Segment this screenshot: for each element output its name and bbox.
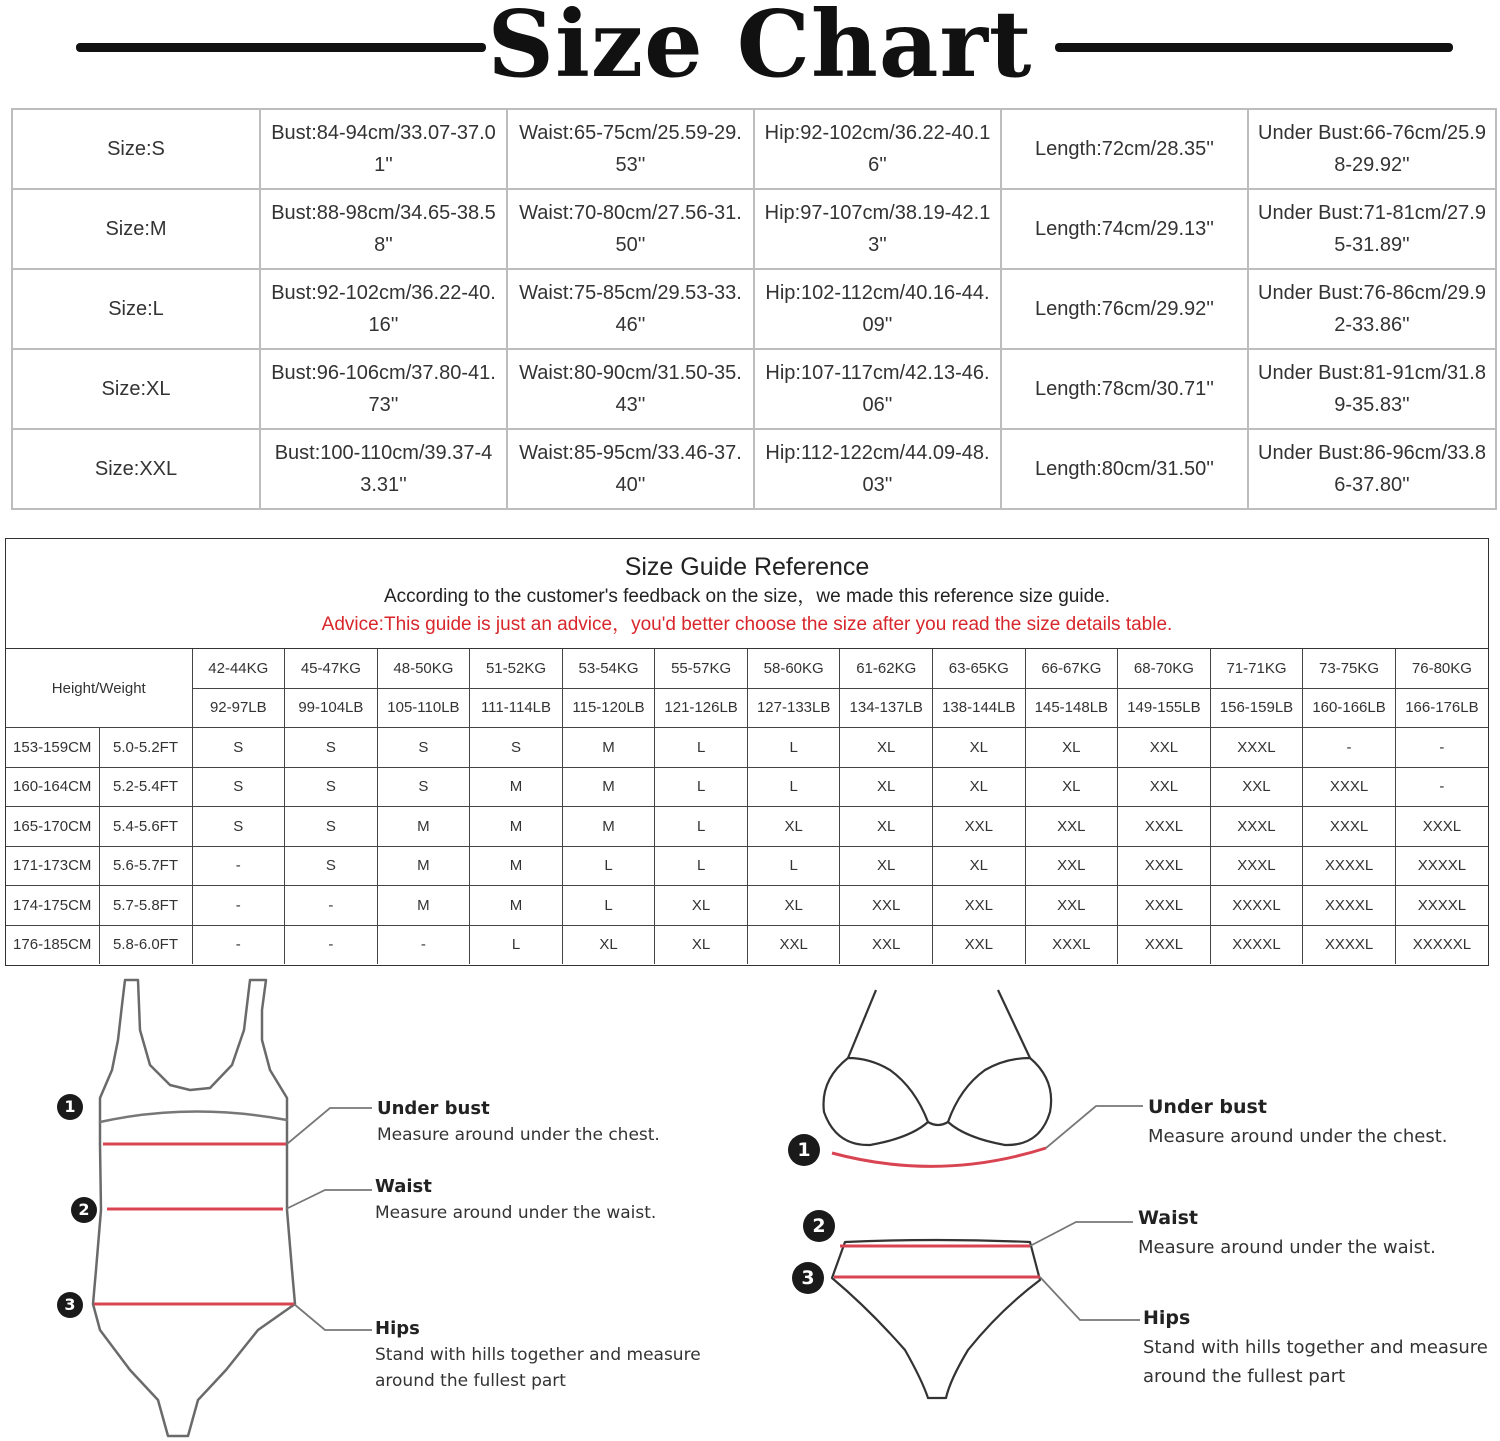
height-weight-label: Height/Weight [6,649,192,728]
size-recommendation-cell: XL [840,846,933,886]
size-recommendation-cell: XXL [933,925,1026,964]
title-rule-right [1055,43,1453,52]
length-cell: Length:80cm/31.50'' [1001,429,1248,509]
size-recommendation-cell: XXXXL [1303,886,1396,926]
hip-cell: Hip:112-122cm/44.09-48.03'' [754,429,1001,509]
note-underbust-swimsuit [377,1096,660,1148]
bust-cell: Bust:88-98cm/34.65-38.58'' [260,189,507,269]
size-recommendation-cell: XXL [933,807,1026,847]
size-recommendation-cell: S [285,767,378,807]
size-recommendation-cell: - [285,925,378,964]
size-recommendation-cell: XL [747,807,840,847]
size-recommendation-cell: XXXXXL [1395,925,1488,964]
marker-2-swimsuit: 2 [71,1197,97,1223]
height-ft-cell: 5.0-5.2FT [99,728,192,768]
weight-lb-header: 127-133LB [747,688,840,728]
size-recommendation-cell: S [377,728,470,768]
size-chart-row [12,189,1496,269]
size-recommendation-cell: XXL [1210,767,1303,807]
weight-lb-header: 166-176LB [1395,688,1488,728]
size-recommendation-cell: XXXXL [1395,846,1488,886]
guide-row [6,728,1488,768]
height-cm-cell: 160-164CM [6,767,99,807]
note-desc: Stand with hills together and measure [1143,1337,1488,1358]
under-bust-cell: Under Bust:71-81cm/27.95-31.89'' [1248,189,1496,269]
weight-kg-header: 68-70KG [1118,649,1211,688]
size-recommendation-cell: XXXL [1210,728,1303,768]
length-cell: Length:78cm/30.71'' [1001,349,1248,429]
note-title: Hips [1143,1307,1191,1329]
weight-kg-header: 58-60KG [747,649,840,688]
size-recommendation-cell: XL [840,807,933,847]
size-recommendation-cell: S [377,767,470,807]
size-recommendation-cell: XXXXL [1395,886,1488,926]
weight-kg-header: 45-47KG [285,649,378,688]
note-underbust-bikini [1148,1092,1447,1151]
note-desc: Stand with hills together and measure [375,1345,701,1365]
size-recommendation-cell: L [747,767,840,807]
size-recommendation-cell: XXL [1118,728,1211,768]
size-recommendation-cell: XXXXL [1303,846,1396,886]
size-recommendation-cell: S [192,807,285,847]
weight-kg-header: 51-52KG [470,649,563,688]
size-recommendation-cell: XXXL [1210,846,1303,886]
height-ft-cell: 5.6-5.7FT [99,846,192,886]
size-recommendation-cell: XXXL [1118,807,1211,847]
size-recommendation-cell: M [562,807,655,847]
size-recommendation-cell: M [470,807,563,847]
length-cell: Length:74cm/29.13'' [1001,189,1248,269]
size-guide-header [6,539,1488,649]
weight-lb-header: 111-114LB [470,688,563,728]
size-recommendation-cell: M [470,846,563,886]
note-waist-swimsuit [375,1174,656,1226]
bikini-underbust-line [832,1148,1046,1166]
under-bust-cell: Under Bust:76-86cm/29.92-33.86'' [1248,269,1496,349]
size-chart-table [11,108,1497,510]
size-recommendation-cell: M [377,886,470,926]
size-recommendation-cell: XL [933,846,1026,886]
size-recommendation-cell: XXL [1025,807,1118,847]
marker-1-swimsuit: 1 [57,1094,83,1120]
guide-kg-row [6,649,1488,688]
size-label: Size:XL [12,349,260,429]
weight-lb-header: 105-110LB [377,688,470,728]
weight-lb-header: 99-104LB [285,688,378,728]
size-recommendation-cell: - [1303,728,1396,768]
size-recommendation-cell: L [747,728,840,768]
size-recommendation-cell: M [377,807,470,847]
weight-lb-header: 160-166LB [1303,688,1396,728]
size-recommendation-cell: XXL [747,925,840,964]
waist-cell: Waist:75-85cm/29.53-33.46'' [507,269,754,349]
hip-cell: Hip:102-112cm/40.16-44.09'' [754,269,1001,349]
size-recommendation-cell: XL [655,925,748,964]
weight-lb-header: 92-97LB [192,688,285,728]
size-recommendation-cell: XL [840,767,933,807]
size-label: Size:L [12,269,260,349]
note-desc: Measure around under the chest. [377,1125,660,1145]
note-hips-swimsuit [375,1316,701,1394]
size-recommendation-cell: M [562,728,655,768]
note-desc: Measure around under the chest. [1148,1126,1448,1147]
weight-lb-header: 149-155LB [1118,688,1211,728]
size-recommendation-cell: XXL [1025,886,1118,926]
size-guide [5,538,1489,966]
marker-2-bikini: 2 [803,1210,835,1242]
size-recommendation-cell: L [655,846,748,886]
waist-cell: Waist:70-80cm/27.56-31.50'' [507,189,754,269]
note-title: Under bust [1148,1096,1267,1118]
weight-lb-header: 156-159LB [1210,688,1303,728]
weight-kg-header: 53-54KG [562,649,655,688]
guide-row [6,846,1488,886]
under-bust-cell: Under Bust:86-96cm/33.86-37.80'' [1248,429,1496,509]
guide-row [6,807,1488,847]
size-recommendation-cell: XXL [933,886,1026,926]
swimsuit-leader-lines [286,1108,372,1330]
size-label: Size:M [12,189,260,269]
size-guide-advice: Advice:This guide is just an advice，you'd better choose the size after you read the size details table. [321,614,1173,635]
weight-lb-header: 134-137LB [840,688,933,728]
size-recommendation-cell: - [377,925,470,964]
weight-kg-header: 55-57KG [655,649,748,688]
length-cell: Length:76cm/29.92'' [1001,269,1248,349]
size-recommendation-cell: XXXL [1118,925,1211,964]
title-rule-left [76,43,486,52]
height-cm-cell: 165-170CM [6,807,99,847]
bust-cell: Bust:100-110cm/39.37-43.31'' [260,429,507,509]
height-ft-cell: 5.4-5.6FT [99,807,192,847]
note-title: Waist [375,1176,432,1197]
size-recommendation-cell: M [470,886,563,926]
marker-3-swimsuit: 3 [57,1292,83,1318]
size-recommendation-cell: XXXL [1025,925,1118,964]
size-recommendation-cell: XXXXL [1210,886,1303,926]
bust-cell: Bust:96-106cm/37.80-41.73'' [260,349,507,429]
size-recommendation-cell: M [377,846,470,886]
size-recommendation-cell: - [192,886,285,926]
size-recommendation-cell: XL [933,728,1026,768]
hip-cell: Hip:97-107cm/38.19-42.13'' [754,189,1001,269]
weight-kg-header: 76-80KG [1395,649,1488,688]
size-recommendation-cell: XL [1025,728,1118,768]
note-desc: Measure around under the waist. [375,1203,657,1223]
size-recommendation-cell: XXXXL [1303,925,1396,964]
size-recommendation-cell: S [285,807,378,847]
guide-row [6,925,1488,964]
weight-lb-header: 121-126LB [655,688,748,728]
weight-kg-header: 42-44KG [192,649,285,688]
size-recommendation-cell: S [285,846,378,886]
length-cell: Length:72cm/28.35'' [1001,109,1248,189]
note-desc: around the fullest part [375,1371,566,1391]
size-label: Size:S [12,109,260,189]
weight-kg-header: 63-65KG [933,649,1026,688]
waist-cell: Waist:85-95cm/33.46-37.40'' [507,429,754,509]
marker-1-bikini: 1 [788,1134,820,1166]
size-recommendation-cell: - [1395,767,1488,807]
size-chart-row [12,429,1496,509]
size-recommendation-cell: L [470,925,563,964]
size-recommendation-cell: XL [655,886,748,926]
size-recommendation-cell: S [192,767,285,807]
height-cm-cell: 176-185CM [6,925,99,964]
weight-kg-header: 48-50KG [377,649,470,688]
size-recommendation-cell: S [192,728,285,768]
size-recommendation-cell: XXXL [1303,807,1396,847]
size-recommendation-cell: XL [933,767,1026,807]
marker-3-bikini: 3 [792,1262,824,1294]
size-recommendation-cell: XXXL [1118,886,1211,926]
size-recommendation-cell: L [655,728,748,768]
size-recommendation-cell: - [192,925,285,964]
hip-cell: Hip:92-102cm/36.22-40.16'' [754,109,1001,189]
size-recommendation-cell: L [562,846,655,886]
height-ft-cell: 5.8-6.0FT [99,925,192,964]
size-recommendation-cell: S [470,728,563,768]
size-guide-title: Size Guide Reference [624,553,870,581]
note-waist-bikini [1138,1203,1436,1262]
weight-kg-header: 66-67KG [1025,649,1118,688]
waist-cell: Waist:80-90cm/31.50-35.43'' [507,349,754,429]
weight-kg-header: 71-71KG [1210,649,1303,688]
size-recommendation-cell: M [562,767,655,807]
height-ft-cell: 5.2-5.4FT [99,767,192,807]
size-recommendation-cell: XXXXL [1210,925,1303,964]
under-bust-cell: Under Bust:66-76cm/25.98-29.92'' [1248,109,1496,189]
size-recommendation-cell: L [655,767,748,807]
note-title: Waist [1138,1207,1199,1229]
height-ft-cell: 5.7-5.8FT [99,886,192,926]
size-recommendation-cell: S [285,728,378,768]
bikini-top-illustration [824,990,1052,1145]
size-recommendation-cell: XL [562,925,655,964]
guide-row [6,767,1488,807]
size-chart-row [12,269,1496,349]
bikini-bottom-illustration [832,1240,1040,1398]
weight-lb-header: 145-148LB [1025,688,1118,728]
size-recommendation-cell: XXXL [1303,767,1396,807]
page-title: Size Chart [487,0,1033,98]
size-recommendation-cell: L [655,807,748,847]
size-recommendation-cell: XL [1025,767,1118,807]
height-cm-cell: 171-173CM [6,846,99,886]
size-recommendation-cell: L [747,846,840,886]
hip-cell: Hip:107-117cm/42.13-46.06'' [754,349,1001,429]
size-recommendation-cell: XXL [840,925,933,964]
bikini-leader-lines [1030,1106,1143,1320]
size-recommendation-cell: M [470,767,563,807]
note-title: Hips [375,1318,420,1339]
size-recommendation-cell: - [285,886,378,926]
guide-lb-row [6,688,1488,728]
note-hips-bikini [1143,1303,1488,1391]
size-recommendation-cell: - [1395,728,1488,768]
size-chart-row [12,109,1496,189]
bust-cell: Bust:92-102cm/36.22-40.16'' [260,269,507,349]
weight-kg-header: 61-62KG [840,649,933,688]
size-recommendation-cell: XXXL [1210,807,1303,847]
measurement-illustrations [0,970,1500,1441]
size-recommendation-cell: L [562,886,655,926]
size-recommendation-cell: XXL [1025,846,1118,886]
weight-lb-header: 138-144LB [933,688,1026,728]
note-desc: Measure around under the waist. [1138,1237,1436,1258]
weight-lb-header: 115-120LB [562,688,655,728]
guide-row [6,886,1488,926]
height-cm-cell: 174-175CM [6,886,99,926]
size-recommendation-cell: XXL [840,886,933,926]
bust-cell: Bust:84-94cm/33.07-37.01'' [260,109,507,189]
note-desc: around the fullest part [1143,1366,1346,1387]
under-bust-cell: Under Bust:81-91cm/31.89-35.83'' [1248,349,1496,429]
size-label: Size:XXL [12,429,260,509]
size-recommendation-cell: XL [747,886,840,926]
size-recommendation-cell: - [192,846,285,886]
size-guide-table [6,649,1488,964]
height-cm-cell: 153-159CM [6,728,99,768]
size-guide-subtitle: According to the customer's feedback on the size，we made this reference size guide. [383,586,1110,607]
size-chart-row [12,349,1496,429]
waist-cell: Waist:65-75cm/25.59-29.53'' [507,109,754,189]
size-recommendation-cell: XXXL [1118,846,1211,886]
size-recommendation-cell: XXXL [1395,807,1488,847]
size-recommendation-cell: XXL [1118,767,1211,807]
note-title: Under bust [377,1098,490,1119]
weight-kg-header: 73-75KG [1303,649,1396,688]
size-recommendation-cell: XL [840,728,933,768]
